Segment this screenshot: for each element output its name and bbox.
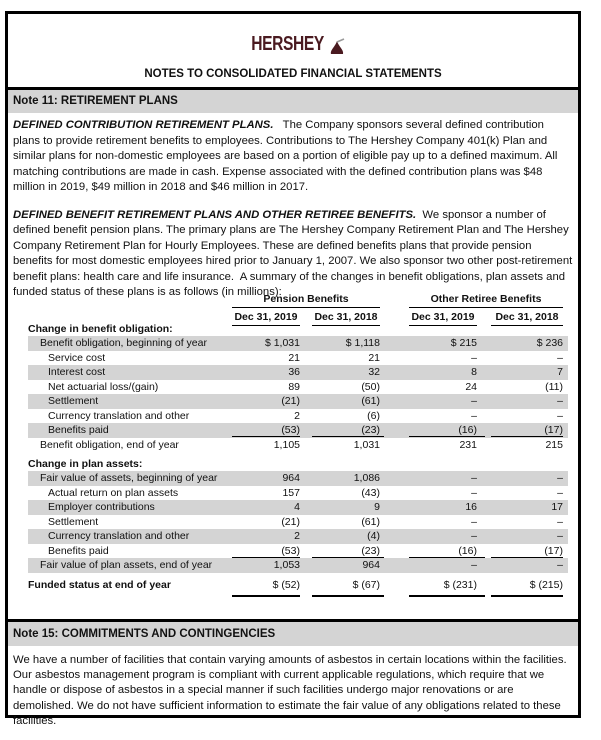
section-label-obligation: Change in benefit obligation: xyxy=(28,323,173,335)
table-row: Currency translation and other 2 (6) – – xyxy=(48,409,563,422)
table-row: Settlement (21) (61) – – xyxy=(48,515,563,528)
commitments-paragraph: We have a number of facilities that contain varying amounts of asbestos in certain locations within the facilities. Our asbestos management program is compliant with current applicable regulations, which require that we handle or dispose of asbestos in a special manner if such facilities undergo major renovations or are demolished. We do not have sufficient information to estimate the fair value of any obligations related to these facilities. xyxy=(13,654,567,727)
table-row: Benefits paid (53) (23) (16) (17) xyxy=(48,544,563,557)
defined-benefit-body: We sponsor a number of defined benefit pension plans. The primary plans are The Hershey Company Retirement Plan and The Hershey Company Retirement Plan for Hourly Employees. These are defined benefits plans that provide pension benefits for most domestic employees hired prior to January 1, 2007. We also sponsor two other post-retirement benefit plans: health care and life insurance. A summary of the changes in benefit obligations, plan assets and funded status of these plans is as follows (in millions): xyxy=(13,208,576,298)
table-row: Currency translation and other 2 (4) – – xyxy=(28,529,568,544)
table-row-funded-status: Funded status at end of year $ (52) $ (67) $ (231) $ (215) xyxy=(28,579,563,591)
document-title: NOTES TO CONSOLIDATED FINANCIAL STATEMENTS xyxy=(144,68,442,80)
table-row: Benefits paid (53) (23) (16) (17) xyxy=(28,423,568,438)
total-double-underline xyxy=(232,595,300,597)
note-11-heading: Note 11: RETIREMENT PLANS xyxy=(8,90,578,113)
note-15-section xyxy=(8,622,578,729)
defined-contribution-lead: DEFINED CONTRIBUTION RETIREMENT PLANS. xyxy=(13,119,274,131)
table-row: Employer contributions 4 9 16 17 xyxy=(28,500,568,515)
table-row: Interest cost 36 32 8 7 xyxy=(28,365,568,380)
table-row: Fair value of plan assets, end of year 1,053 964 – – xyxy=(28,558,568,573)
total-double-underline xyxy=(312,595,384,597)
table-row: Benefit obligation, beginning of year $ 1,031 $ 1,118 $ 215 $ 236 xyxy=(28,336,568,351)
table-row: Benefit obligation, end of year 1,105 1,031 231 215 xyxy=(40,438,563,451)
table-row: Actual return on plan assets 157 (43) – – xyxy=(48,486,563,499)
defined-benefit-lead: DEFINED BENEFIT RETIREMENT PLANS AND OTHER RETIREE BENEFITS. xyxy=(13,208,417,221)
column-header-other-2019: Dec 31, 2019 xyxy=(409,310,477,326)
column-header-pension-2018: Dec 31, 2018 xyxy=(312,310,380,326)
table-row: Fair value of assets, beginning of year 964 1,086 – – xyxy=(28,471,568,486)
financial-notes-page xyxy=(5,11,581,727)
table-row: Service cost 21 21 – – xyxy=(48,351,563,364)
section-label-assets: Change in plan assets: xyxy=(28,458,143,470)
retirement-plans-table xyxy=(8,14,578,614)
column-header-pension-2019: Dec 31, 2019 xyxy=(232,310,300,326)
table-row: Net actuarial loss/(gain) 89 (50) 24 (11) xyxy=(48,380,563,393)
other-retiree-benefits-group-header: Other Retiree Benefits xyxy=(409,292,563,308)
defined-contribution-body: The Company sponsors several defined contribution plans to provide retirement benefits to employees. Contributions to The Hershey Company 401(k) Plan and similar plans for non-domestic employees are based on a portion of eligible pay up to a defined maximum. All matching contributions are made in cash. Expense associated with the defined contribution plans was $48 million in 2019, $49 million in 2018 and $46 million in 2017. xyxy=(13,119,561,193)
note-15-heading: Note 15: COMMITMENTS AND CONTINGENCIES xyxy=(8,622,578,646)
pension-benefits-group-header: Pension Benefits xyxy=(232,292,380,308)
column-header-other-2018: Dec 31, 2018 xyxy=(491,310,563,326)
total-double-underline xyxy=(491,595,563,597)
logo-text: HERSHEY xyxy=(251,33,325,55)
total-double-underline xyxy=(409,595,485,597)
table-row: Settlement (21) (61) – – xyxy=(28,394,568,409)
